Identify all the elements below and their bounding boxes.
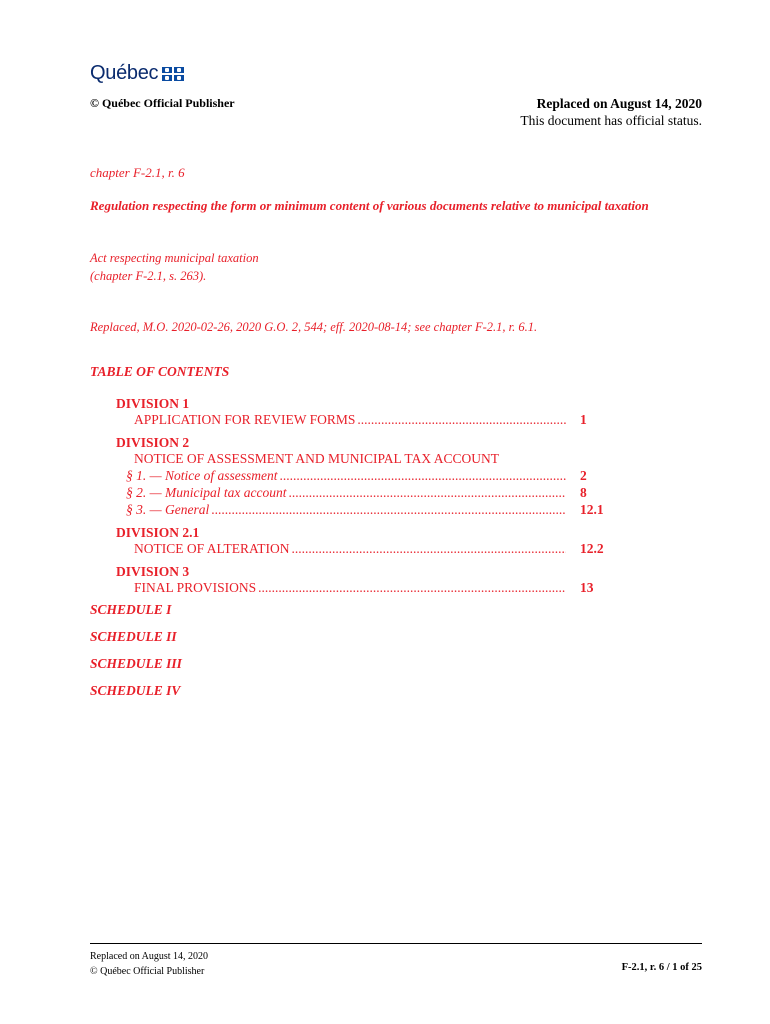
toc-entry[interactable] — [116, 411, 606, 428]
toc-page-number: 2 — [580, 468, 587, 483]
toc-entry[interactable] — [116, 540, 606, 557]
toc-division-label: DIVISION 2.1 — [116, 525, 200, 540]
dot-leader — [357, 411, 566, 428]
toc-entry-title: NOTICE OF ALTERATION — [134, 541, 290, 556]
logo-wordmark: Québec — [90, 62, 159, 84]
toc-entry-title: § 1. — Notice of assessment — [126, 468, 278, 483]
footer-publisher: © Québec Official Publisher — [90, 966, 205, 977]
quebec-logo — [90, 62, 184, 85]
replaced-note: Replaced, M.O. 2020-02-26, 2020 G.O. 2, 544; eff. 2020-08-14; see chapter F-2.1, r. 6.1. — [90, 320, 538, 334]
toc-page-number: 8 — [580, 485, 587, 500]
act-name: Act respecting municipal taxation — [90, 251, 259, 265]
dot-leader — [292, 540, 566, 557]
replaced-date: Replaced on August 14, 2020 — [536, 96, 702, 111]
document-status — [520, 95, 702, 129]
schedule-link[interactable]: SCHEDULE III — [90, 656, 182, 671]
toc-heading: TABLE OF CONTENTS — [90, 364, 230, 379]
dot-leader — [211, 501, 566, 518]
toc-entry-title: § 2. — Municipal tax account — [126, 485, 287, 500]
dot-leader — [280, 467, 567, 484]
toc-entry-title: APPLICATION FOR REVIEW FORMS — [134, 412, 356, 427]
toc-division-label: DIVISION 3 — [116, 564, 190, 579]
schedule-list — [90, 602, 182, 710]
regulation-title: Regulation respecting the form or minimum content of various documents relative to municipal taxation — [90, 198, 649, 213]
act-section: (chapter F-2.1, s. 263). — [90, 269, 207, 283]
toc-entry[interactable] — [116, 579, 606, 596]
schedule-link[interactable]: SCHEDULE IV — [90, 683, 181, 698]
toc-page-number: 1 — [580, 412, 587, 427]
publisher-label: © Québec Official Publisher — [90, 96, 235, 110]
schedule-link[interactable]: SCHEDULE I — [90, 602, 172, 617]
toc-division-label: DIVISION 2 — [116, 435, 190, 450]
table-of-contents — [116, 393, 606, 596]
dot-leader — [258, 579, 566, 596]
toc-division-title[interactable]: NOTICE OF ASSESSMENT AND MUNICIPAL TAX ACCOUNT — [134, 451, 499, 466]
footer-divider — [90, 943, 702, 944]
toc-division-label: DIVISION 1 — [116, 396, 190, 411]
dot-leader — [288, 484, 566, 501]
toc-entry[interactable] — [116, 484, 606, 501]
footer-replaced: Replaced on August 14, 2020 — [90, 951, 209, 962]
footer-reference: F-2.1, r. 6 / — [621, 962, 673, 973]
quebec-flag-icon — [162, 67, 184, 81]
toc-entry[interactable] — [116, 501, 606, 518]
chapter-reference: chapter F-2.1, r. 6 — [90, 165, 185, 180]
toc-entry-title: FINAL PROVISIONS — [134, 580, 257, 595]
toc-entry[interactable] — [116, 467, 606, 484]
toc-entry-title: § 3. — General — [126, 502, 210, 517]
footer-info — [90, 949, 208, 979]
page-indicator — [622, 962, 702, 973]
enabling-act — [90, 249, 259, 285]
toc-page-number: 13 — [580, 580, 594, 595]
official-status: This document has official status. — [520, 113, 702, 128]
schedule-link[interactable]: SCHEDULE II — [90, 629, 177, 644]
toc-page-number: 12.2 — [580, 541, 604, 556]
toc-page-number: 12.1 — [580, 502, 604, 517]
page-count: 1 of 25 — [672, 962, 702, 973]
